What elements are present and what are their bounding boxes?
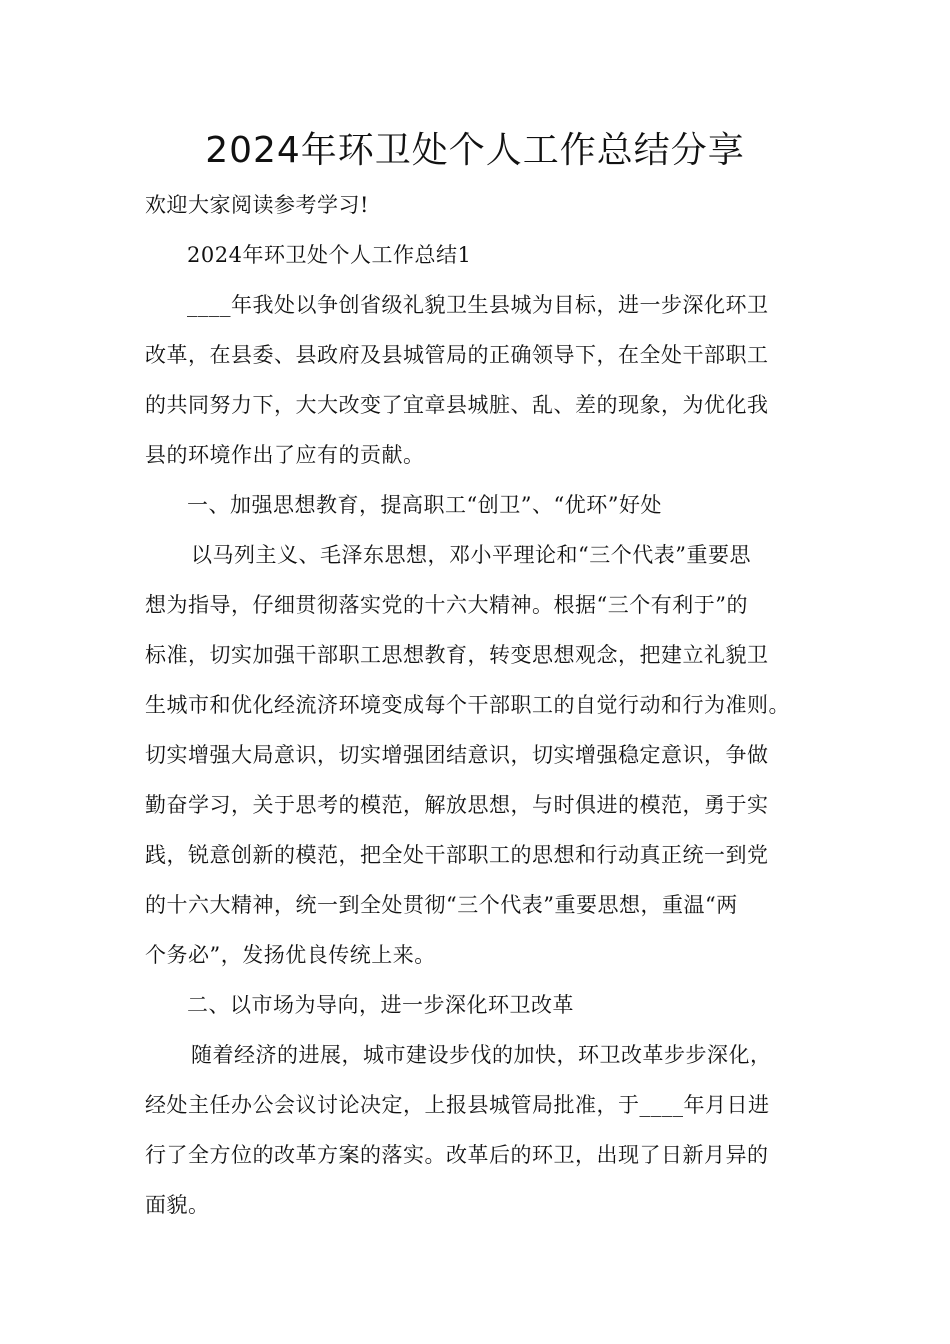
paragraph-line: 切实增强大局意识，切实增强团结意识，切实增强稳定意识，争做 — [145, 743, 769, 767]
section-heading: 2024年环卫处个人工作总结1 — [187, 243, 472, 267]
paragraph-line: 行了全方位的改革方案的落实。改革后的环卫，出现了日新月异的 — [145, 1143, 769, 1167]
document-body — [145, 180, 825, 1230]
paragraph-line: 践，锐意创新的模范，把全处干部职工的思想和行动真正统一到党 — [145, 843, 769, 867]
paragraph-line: 县的环境作出了应有的贡献。 — [145, 443, 425, 467]
paragraph-line: 想为指导，仔细贯彻落实党的十六大精神。根据“三个有利于”的 — [145, 593, 748, 617]
paragraph-line: 改革，在县委、县政府及县城管局的正确领导下，在全处干部职工 — [145, 343, 769, 367]
paragraph-line: ____年我处以争创省级礼貌卫生县城为目标，进一步深化环卫 — [187, 293, 769, 317]
subheading: 一、加强思想教育，提高职工“创卫”、“优环”好处 — [187, 493, 662, 517]
paragraph-line: 随着经济的进展，城市建设步伐的加快，环卫改革步步深化， — [191, 1043, 772, 1067]
paragraph-line: 以马列主义、毛泽东思想，邓小平理论和“三个代表”重要思 — [191, 543, 751, 567]
paragraph-line: 生城市和优化经流济环境变成每个干部职工的自觉行动和行为准则。 — [145, 693, 790, 717]
subheading: 二、以市场为导向，进一步深化环卫改革 — [187, 993, 574, 1017]
paragraph-line: 勤奋学习，关于思考的模范，解放思想，与时俱进的模范，勇于实 — [145, 793, 769, 817]
paragraph-line: 个务必”，发扬优良传统上来。 — [145, 943, 436, 967]
document-title: 2024年环卫处个人工作总结分享 — [205, 130, 745, 171]
paragraph-line: 经处主任办公会议讨论决定，上报县城管局批准，于____年月日进 — [145, 1093, 770, 1117]
paragraph-line: 面貌。 — [145, 1193, 210, 1217]
paragraph-line: 的十六大精神，统一到全处贯彻“三个代表”重要思想，重温“两 — [145, 893, 738, 917]
intro-line: 欢迎大家阅读参考学习! — [145, 193, 369, 217]
paragraph-line: 的共同努力下，大大改变了宜章县城脏、乱、差的现象，为优化我 — [145, 393, 769, 417]
paragraph-line: 标准，切实加强干部职工思想教育，转变思想观念，把建立礼貌卫 — [145, 643, 769, 667]
